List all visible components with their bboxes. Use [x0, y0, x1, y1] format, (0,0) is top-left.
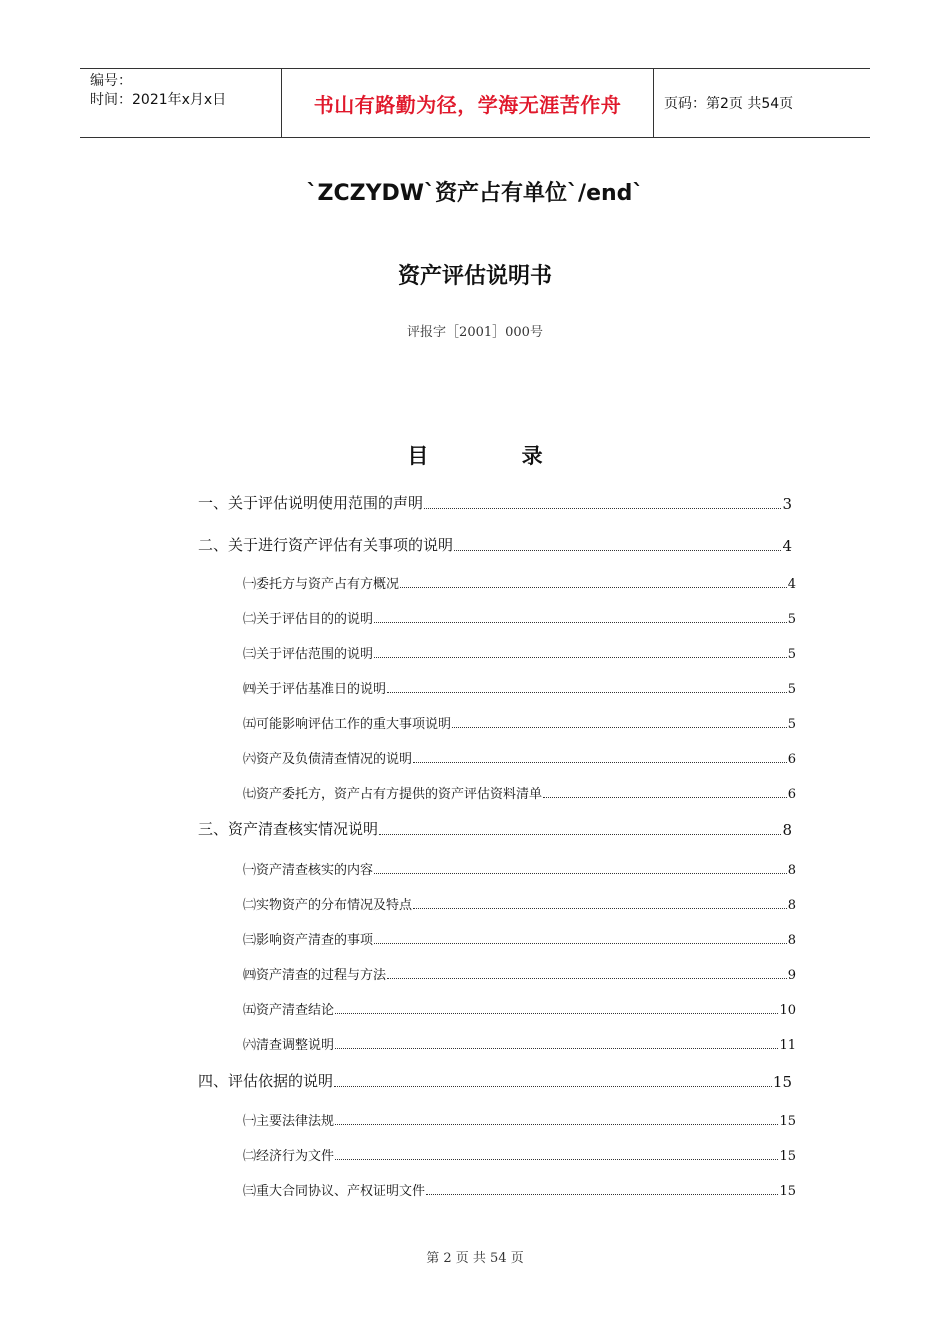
toc-dot-leader [374, 622, 787, 623]
toc-entry-page: 8 [787, 933, 796, 948]
toc-entry-page: 4 [782, 537, 792, 555]
toc-entry-title: ㈠资产清查核实的内容 [243, 863, 374, 878]
toc-dot-leader [387, 692, 787, 693]
toc-subsection-entry[interactable] [243, 1145, 796, 1164]
toc-entry-title: ㈠主要法律法规 [243, 1114, 335, 1129]
toc-entry-title: 一、关于评估说明使用范围的声明 [198, 494, 424, 512]
toc-subsection-entry[interactable] [243, 999, 796, 1018]
toc-dot-leader [374, 943, 787, 944]
toc-dot-leader [379, 834, 781, 835]
toc-entry-title: ㈣资产清查的过程与方法 [243, 968, 387, 983]
toc-subsection-entry[interactable] [243, 713, 796, 732]
toc-entry-page: 15 [772, 1073, 792, 1091]
toc-subsection-entry[interactable] [243, 964, 796, 983]
toc-entry-page: 4 [787, 577, 796, 592]
page-header [80, 68, 870, 138]
toc-entry-title: ㈥清查调整说明 [243, 1038, 335, 1053]
toc-subsection-entry[interactable] [243, 783, 796, 802]
toc-entry-title: 四、评估依据的说明 [198, 1072, 334, 1090]
toc-dot-leader [543, 797, 787, 798]
toc-entry-page: 5 [787, 647, 796, 662]
page-footer: 第 2 页 共 54 页 [426, 1251, 524, 1266]
toc-entry-page: 6 [787, 787, 796, 802]
toc-subsection-entry[interactable] [243, 1034, 796, 1053]
toc-entry-title: ㈢影响资产清查的事项 [243, 933, 374, 948]
toc-entry-page: 15 [779, 1184, 796, 1199]
toc-entry-page: 5 [787, 682, 796, 697]
toc-entry-page: 6 [787, 752, 796, 767]
reference-number: 评报字［2001］000号 [407, 325, 543, 340]
toc-entry-title: ㈢重大合同协议、产权证明文件 [243, 1184, 426, 1199]
header-meta [80, 69, 281, 137]
toc-dot-leader [335, 1013, 778, 1014]
toc-dot-leader [454, 550, 781, 551]
time-label: 时间：2021年x月x日 [90, 92, 227, 108]
toc-section-entry[interactable] [198, 534, 792, 555]
header-page-info: 页码：第2页 共54页 [664, 96, 794, 112]
toc-heading: 目 录 [407, 444, 543, 468]
number-label: 编号： [90, 73, 132, 89]
toc-dot-leader [413, 762, 787, 763]
header-motto: 书山有路勤为径，学海无涯苦作舟 [281, 69, 654, 137]
toc-dot-leader [387, 978, 787, 979]
toc-subsection-entry[interactable] [243, 643, 796, 662]
toc-entry-title: ㈡实物资产的分布情况及特点 [243, 898, 413, 913]
toc-entry-title: ㈤可能影响评估工作的重大事项说明 [243, 717, 452, 732]
toc-subsection-entry[interactable] [243, 608, 796, 627]
toc-entry-page: 9 [787, 968, 796, 983]
toc-dot-leader [426, 1194, 778, 1195]
toc-entry-title: ㈡经济行为文件 [243, 1149, 335, 1164]
document-title: `ZCZYDW`资产占有单位`/end` [306, 181, 644, 206]
toc-subsection-entry[interactable] [243, 573, 796, 592]
toc-entry-page: 5 [787, 612, 796, 627]
toc-entry-title: 二、关于进行资产评估有关事项的说明 [198, 536, 454, 554]
toc-dot-leader [335, 1048, 778, 1049]
toc-dot-leader [452, 727, 787, 728]
toc-entry-page: 10 [779, 1003, 796, 1018]
toc-entry-page: 15 [779, 1149, 796, 1164]
toc-entry-page: 11 [779, 1038, 796, 1053]
toc-dot-leader [335, 1159, 778, 1160]
toc-entry-page: 5 [787, 717, 796, 732]
toc-dot-leader [335, 1124, 778, 1125]
toc-subsection-entry[interactable] [243, 678, 796, 697]
toc-entry-title: ㈥资产及负债清查情况的说明 [243, 752, 413, 767]
toc-dot-leader [374, 657, 787, 658]
toc-section-entry[interactable] [198, 1070, 792, 1091]
toc-subsection-entry[interactable] [243, 894, 796, 913]
toc-section-entry[interactable] [198, 492, 792, 513]
toc-entry-title: ㈡关于评估目的的说明 [243, 612, 374, 627]
toc-entry-page: 8 [787, 863, 796, 878]
toc-subsection-entry[interactable] [243, 859, 796, 878]
toc-subsection-entry[interactable] [243, 1180, 796, 1199]
toc-entry-page: 3 [782, 495, 792, 513]
toc-subsection-entry[interactable] [243, 929, 796, 948]
toc-dot-leader [334, 1086, 772, 1087]
toc-entry-title: ㈦资产委托方，资产占有方提供的资产评估资料清单 [243, 787, 543, 802]
toc-subsection-entry[interactable] [243, 748, 796, 767]
toc-dot-leader [413, 908, 787, 909]
document-subtitle: 资产评估说明书 [397, 264, 552, 289]
toc-dot-leader [400, 587, 787, 588]
toc-entry-page: 15 [779, 1114, 796, 1129]
toc-entry-title: 三、资产清查核实情况说明 [198, 820, 379, 838]
toc-entry-title: ㈠委托方与资产占有方概况 [243, 577, 400, 592]
toc-entry-title: ㈢关于评估范围的说明 [243, 647, 374, 662]
toc-dot-leader [424, 508, 781, 509]
toc-subsection-entry[interactable] [243, 1110, 796, 1129]
toc-entry-page: 8 [782, 821, 792, 839]
toc-section-entry[interactable] [198, 818, 792, 839]
toc-dot-leader [374, 873, 787, 874]
toc-entry-page: 8 [787, 898, 796, 913]
toc-entry-title: ㈤资产清查结论 [243, 1003, 335, 1018]
toc-entry-title: ㈣关于评估基准日的说明 [243, 682, 387, 697]
